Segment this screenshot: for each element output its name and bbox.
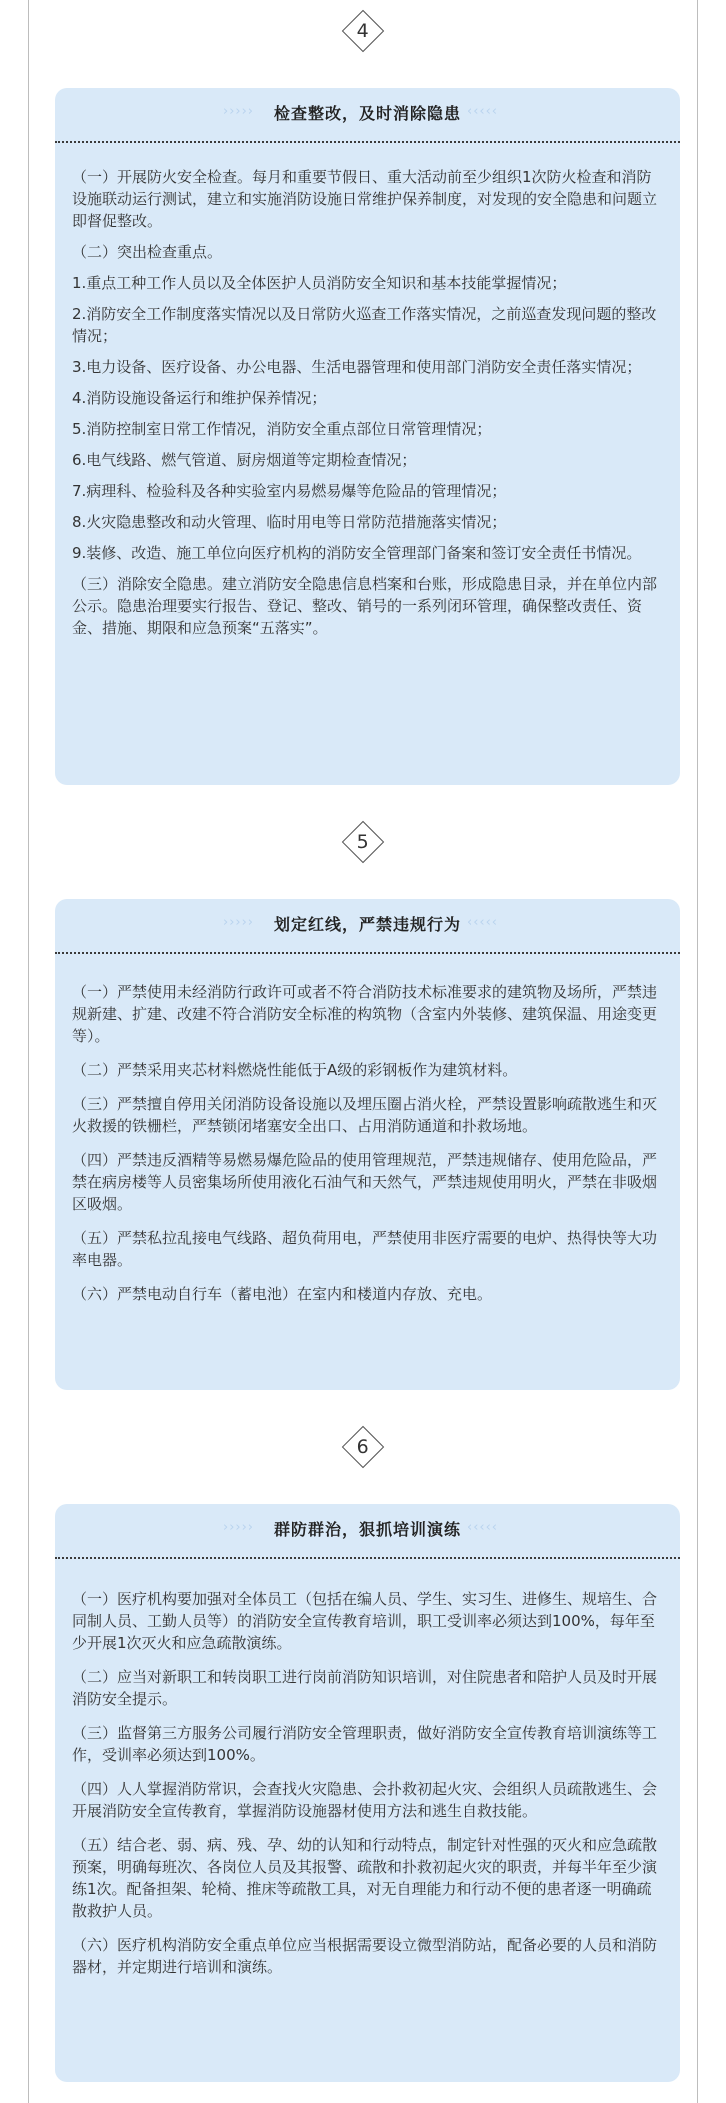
chevron-left-icon: ‹‹‹‹‹ xyxy=(467,915,498,930)
dotted-divider xyxy=(55,141,680,143)
section-header xyxy=(55,88,680,136)
paragraph: 9.装修、改造、施工单位向医疗机构的消防安全管理部门备案和签订安全责任书情况。 xyxy=(72,544,642,562)
paragraph: （四）严禁违反酒精等易燃易爆危险品的使用管理规范，严禁违规储存、使用危险品，严禁在病房楼等人员密集场所使用液化石油气和天然气，严禁违规使用明火，严禁在非吸烟区吸烟。 xyxy=(72,1151,658,1213)
section-number: 4 xyxy=(356,19,370,42)
chevron-left-icon: ‹‹‹‹‹ xyxy=(467,104,498,119)
section-card xyxy=(55,1504,680,2082)
section-title: 划定红线，严禁违规行为 xyxy=(273,914,461,934)
paragraph: （三）监督第三方服务公司履行消防安全管理职责，做好消防安全宣传教育培训演练等工作，受训率必须达到100%。 xyxy=(72,1724,658,1764)
dotted-divider xyxy=(55,952,680,954)
section-body xyxy=(72,1588,664,1978)
paragraph: （二）应当对新职工和转岗职工进行岗前消防知识培训，对住院患者和陪护人员及时开展消防安全提示。 xyxy=(72,1668,658,1708)
paragraph: 7.病理科、检验科及各种实验室内易燃易爆等危险品的管理情况； xyxy=(72,482,507,500)
paragraph: 6.电气线路、燃气管道、厨房烟道等定期检查情况； xyxy=(72,451,417,469)
paragraph: （一）严禁使用未经消防行政许可或者不符合消防技术标准要求的建筑物及场所，严禁违规新建、扩建、改建不符合消防安全标准的构筑物（含室内外装修、建筑保温、用途变更等）。 xyxy=(72,983,658,1045)
section-body xyxy=(72,166,664,639)
paragraph: （五）严禁私拉乱接电气线路、超负荷用电，严禁使用非医疗需要的电炉、热得快等大功率电器。 xyxy=(72,1229,658,1269)
paragraph: 2.消防安全工作制度落实情况以及日常防火巡查工作落实情况，之前巡查发现问题的整改情况； xyxy=(72,305,657,345)
chevron-right-icon: ››››› xyxy=(223,915,254,930)
dotted-divider xyxy=(55,1557,680,1559)
paragraph: （三）消除安全隐患。建立消防安全隐患信息档案和台账，形成隐患目录，并在单位内部公示。隐患治理要实行报告、登记、整改、销号的一系列闭环管理，确保整改责任、资金、措施、期限和应急预案“五落实”。 xyxy=(72,575,658,637)
paragraph: 3.电力设备、医疗设备、办公电器、生活电器管理和使用部门消防安全责任落实情况； xyxy=(72,358,642,376)
section-header xyxy=(55,1504,680,1552)
section-badge xyxy=(0,4,726,58)
diamond-number-icon xyxy=(342,821,384,863)
paragraph: 5.消防控制室日常工作情况，消防安全重点部位日常管理情况； xyxy=(72,420,492,438)
section-number: 5 xyxy=(356,830,370,853)
section-card xyxy=(55,88,680,785)
paragraph: （一）医疗机构要加强对全体员工（包括在编人员、学生、实习生、进修生、规培生、合同制人员、工勤人员等）的消防安全宣传教育培训，职工受训率必须达到100%，每年至少开展1次灭火和应急疏散演练。 xyxy=(72,1590,658,1652)
section-card xyxy=(55,899,680,1390)
paragraph: （六）医疗机构消防安全重点单位应当根据需要设立微型消防站，配备必要的人员和消防器材，并定期进行培训和演练。 xyxy=(72,1936,658,1976)
paragraph: （二）突出检查重点。 xyxy=(72,243,223,261)
diamond-number-icon xyxy=(342,1426,384,1468)
page-frame-right-line xyxy=(697,0,698,2103)
section-title: 群防群治，狠抓培训演练 xyxy=(273,1519,461,1539)
chevron-right-icon: ››››› xyxy=(223,104,254,119)
paragraph: （六）严禁电动自行车（蓄电池）在室内和楼道内存放、充电。 xyxy=(72,1285,493,1303)
paragraph: （三）严禁擅自停用关闭消防设备设施以及埋压圈占消火栓，严禁设置影响疏散逃生和灭火救援的铁栅栏，严禁锁闭堵塞安全出口、占用消防通道和扑救场地。 xyxy=(72,1095,658,1135)
chevron-right-icon: ››››› xyxy=(223,1520,254,1535)
paragraph: 4.消防设施设备运行和维护保养情况； xyxy=(72,389,327,407)
chevron-left-icon: ‹‹‹‹‹ xyxy=(467,1520,498,1535)
section-body xyxy=(72,981,664,1305)
paragraph: （二）严禁采用夹芯材料燃烧性能低于A级的彩钢板作为建筑材料。 xyxy=(72,1061,518,1079)
page-frame-left-line xyxy=(28,0,29,2103)
section-number: 6 xyxy=(356,1435,370,1458)
paragraph: 1.重点工种工作人员以及全体医护人员消防安全知识和基本技能掌握情况； xyxy=(72,274,567,292)
section-badge xyxy=(0,1420,726,1474)
paragraph: （五）结合老、弱、病、残、孕、幼的认知和行动特点，制定针对性强的灭火和应急疏散预案，明确每班次、各岗位人员及其报警、疏散和扑救初起火灾的职责，并每半年至少演练1次。配备担架、轮椅、推床等疏散工具，对无自理能力和行动不便的患者逐一明确疏散救护人员。 xyxy=(72,1836,658,1920)
paragraph: 8.火灾隐患整改和动火管理、临时用电等日常防范措施落实情况； xyxy=(72,513,507,531)
paragraph: （四）人人掌握消防常识，会查找火灾隐患、会扑救初起火灾、会组织人员疏散逃生、会开展消防安全宣传教育，掌握消防设施器材使用方法和逃生自救技能。 xyxy=(72,1780,658,1820)
section-badge xyxy=(0,815,726,869)
diamond-number-icon xyxy=(342,10,384,52)
section-header xyxy=(55,899,680,947)
paragraph: （一）开展防火安全检查。每月和重要节假日、重大活动前至少组织1次防火检查和消防设施联动运行测试，建立和实施消防设施日常维护保养制度，对发现的安全隐患和问题立即督促整改。 xyxy=(72,168,658,230)
section-title: 检查整改，及时消除隐患 xyxy=(273,103,461,123)
